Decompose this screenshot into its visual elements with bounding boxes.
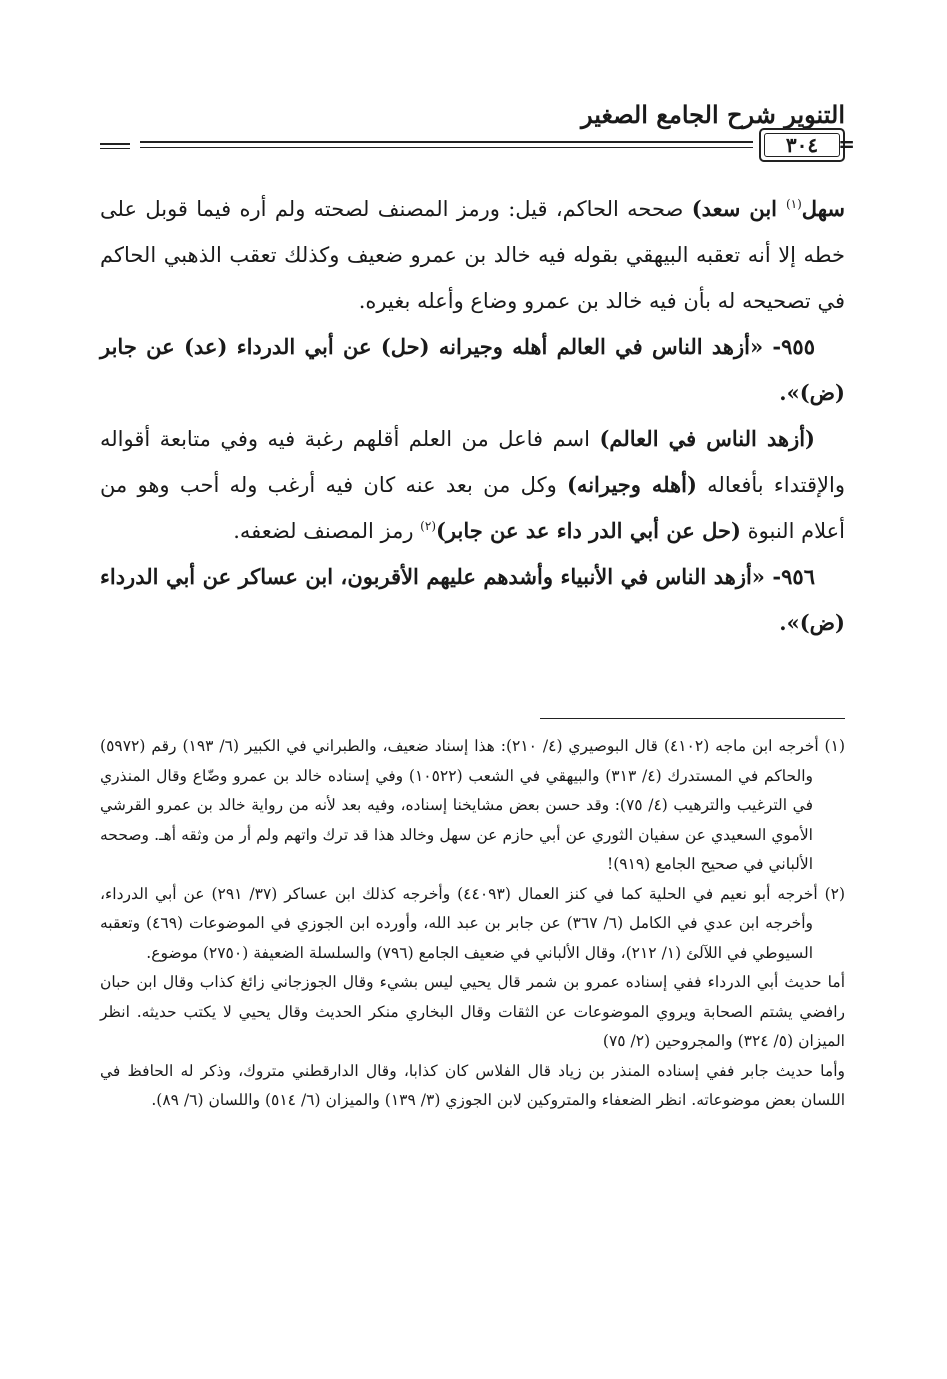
footnote-2-continuation: وأما حديث جابر ففي إسناده المنذر بن زياد قال الفلاس كان كذابا، وقال الدارقطني متروك، وذكر له الحافظ في اللسان بعض موضوعاته. انظر الضعفاء والمتروكين لابن الجوزي (٣/ ١٣٩) والميزان (٦/ ٥١٤) واللسان (٦/ ٨٩). bbox=[100, 1061, 845, 1109]
main-text bbox=[100, 186, 845, 646]
hadith-956-text: ٩٥٦- «أزهد الناس في الأنبياء وأشدهم عليهم الأقربون، ابن عساكر عن أبي الدرداء (ض)». bbox=[100, 564, 845, 635]
commentary-text: اسم فاعل من العلم أقلهم رغبة فيه وفي متابعة أقواله والإقتداء بأفعاله bbox=[100, 427, 845, 497]
page-number-box bbox=[759, 128, 845, 162]
bold-source: (حل عن أبي الدر داء عد عن جابر) bbox=[436, 518, 741, 543]
footnote-1: (١) أخرجه ابن ماجه (٤١٠٢) قال البوصيري (٤/ ٢١٠): هذا إسناد ضعيف، والطبراني في الكبير (٦/ ١٩٣) رقم (٥٩٧٢) والحاكم في المستدرك (٤/ ٣١٣) والبيهقي في الشعب (١٠٥٢٢) وفي إسناده خالد بن عمرو وضّاع وقال المنذري في الترغيب والترهيب (٤/ ٧٥): وقد حسن بعض مشايخنا إسناده، وفيه بعد لأنه من رواية خالد بن عمرو القرشي الأموي السعيدي عن سفيان الثوري عن أبي حازم عن سهل وخالد هذا قد ترك واتهم ولم أر من وثقه أهـ. وصححه الألباني في صحيح الجامع (٩١٩)! bbox=[100, 737, 845, 873]
bold-term: (أزهد الناس في العالم) bbox=[599, 426, 815, 451]
page-number: ٣٠٤ bbox=[785, 133, 819, 157]
footnote-2-continuation: أما حديث أبي الدرداء ففي إسناده عمرو بن شمر قال يحيي ليس بشيء وقال الجوزجاني زائغ كذاب وقال ابن حبان رافضي يشتم الصحابة ويروي الموضوعات عن الثقات وقال البخاري منكر الحديث وقال يحيي لا يكتب حديثه. انظر الميزان (٥/ ٣٢٤) والمجروحين (٢/ ٧٥) bbox=[100, 973, 845, 1050]
header-rule-thin bbox=[140, 147, 753, 148]
bold-term: سهل bbox=[801, 196, 845, 221]
commentary-text: رمز المصنف لضعفه. bbox=[233, 519, 421, 543]
hadith-956 bbox=[100, 554, 845, 646]
page-header bbox=[100, 88, 855, 158]
footnote-ref-1[interactable]: (١) bbox=[785, 197, 802, 211]
commentary-text: وكل من بعد عنه كان فيه أرغب وله أحب وهو من أعلام النبوة bbox=[100, 473, 845, 543]
hadith-955-text: ٩٥٥- «أزهد الناس في العالم أهله وجيرانه (حل) عن أبي الدرداء (عد) عن جابر (ض)». bbox=[100, 334, 845, 405]
header-rule bbox=[140, 141, 753, 143]
bold-term: (أهله وجيرانه) bbox=[567, 472, 697, 497]
footnote-2: (٢) أخرجه أبو نعيم في الحلية كما في كنز العمال (٤٤٠٩٣) وأخرجه كذلك ابن عساكر (٣٧/ ٢٩١) عن أبي الدرداء، وأخرجه ابن عدي في الكامل (٦/ ٣٦٧) عن جابر بن عبد الله، وأورده ابن الجوزي في الموضوعات (٤٦٩) وتعقبه السيوطي في اللآلئ (١/ ٢١٢)، وقال الألباني في ضعيف الجامع (٧٩٦) والسلسلة الضعيفة (٢٧٥٠) موضوع. bbox=[100, 884, 846, 962]
hadith-955 bbox=[100, 324, 845, 416]
header-rule-left-thin bbox=[100, 148, 130, 149]
header-rule-left bbox=[100, 143, 130, 145]
book-title: التنوير شرح الجامع الصغير bbox=[581, 100, 845, 129]
commentary-paragraph-2 bbox=[100, 416, 845, 554]
footnotes bbox=[100, 732, 845, 1116]
commentary-text: صححه الحاكم، قيل: ورمز المصنف لصحته ولم أره فيما قوبل على خطه إلا أنه تعقبه البيهقي بقوله فيه خالد بن عمرو ضعيف وكذلك تعقب الذهبي الحاكم في تصحيحه له بأن فيه خالد بن عمرو وضاع وأعله بغيره. bbox=[100, 197, 845, 313]
bold-source: ابن سعد) bbox=[691, 196, 786, 221]
commentary-paragraph-1 bbox=[100, 186, 845, 324]
header-marker: = bbox=[838, 132, 855, 156]
footnote-separator bbox=[540, 718, 845, 719]
footnote-ref-2[interactable]: (٢) bbox=[420, 519, 436, 533]
